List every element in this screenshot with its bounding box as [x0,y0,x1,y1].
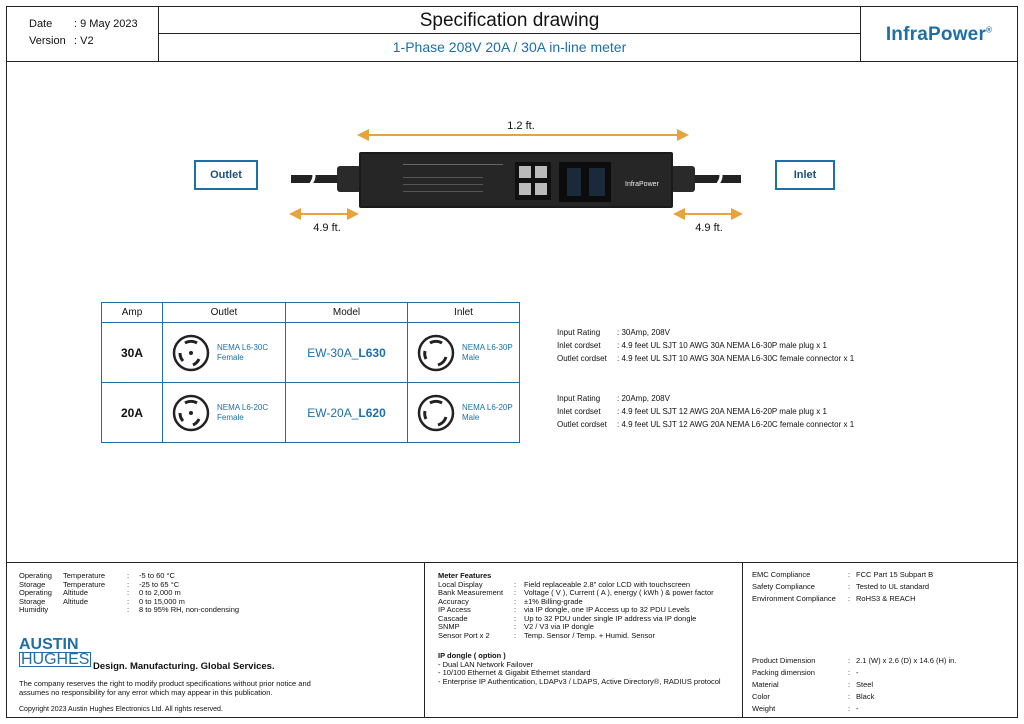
device-brand-text: InfraPower [625,181,659,188]
rating-block-30a [557,326,854,365]
brand-logo [861,7,1017,62]
rating-key: Inlet cordset [557,341,601,350]
page-subtitle: 1-Phase 208V 20A / 30A in-line meter [392,39,627,55]
inlet-gender: Male [462,412,480,422]
env-key: Altitude [63,596,89,606]
table-header: Inlet [408,303,520,323]
logo-hughes: HUGHES [21,651,90,668]
brand-infra: Infra [885,23,929,45]
copyright: Copyright 2023 Austin Hughes Electronics Ltd. All rights reserved. [19,706,223,713]
outlet-cord-length: 4.9 ft. [313,222,341,234]
title-block [159,7,861,62]
physical-value: 2.1 (W) x 2.6 (D) x 14.6 (H) in. [856,656,957,665]
outlet-gender: Female [217,412,244,422]
product-drawing [7,62,1017,562]
outlet-type: NEMA L6-30C [217,342,269,352]
table-header: Outlet [163,303,286,323]
compliance-block: EMC Compliance : FCC Part 15 Subpart B Safety Compliance : Tested to UL standard Environment Compliance : RoHS3 & REACH Product Dimension : 2.1 (W) x 2.6 (D) x 14.6 (H) in. Packing dimension : - Material : Steel Color : Black Weight : - [752,570,957,713]
physical-key: Packing dimension [752,668,815,677]
drawing-frame [6,6,1018,718]
ip-dongle-title: IP dongle ( option ) [438,651,506,660]
outlet-gender: Female [217,352,244,362]
company-tagline: Design. Manufacturing. Global Services. [93,661,275,672]
compliance-value: RoHS3 & REACH [856,594,916,603]
inlet-type: NEMA L6-20P [462,402,513,412]
rating-value: : 30Amp, 208V [617,328,670,337]
nema-male-plug-icon [416,333,456,373]
logo-austin: AUSTIN [19,636,79,653]
env-key: Storage [19,579,46,589]
rating-value: : 4.9 feet UL SJT 12 AWG 20A NEMA L6-20P male plug x 1 [617,407,827,416]
dongle-item: - Enterprise IP Authentication, LDAPv3 / LDAPS, Active Directory®, RADIUS protocol [438,676,721,686]
model-suffix: L630 [358,345,386,360]
env-value: -25 to 65 °C [139,579,180,589]
page-title: Specification drawing [159,7,860,34]
env-key: Operating [19,588,52,597]
rating-key: Outlet cordset [557,420,607,429]
model-suffix: L620 [358,405,386,420]
compliance-key: Environment Compliance [752,594,836,603]
rating-value: : 4.9 feet UL SJT 12 AWG 20A NEMA L6-20C female connector x 1 [617,420,855,429]
physical-value: Black [856,692,875,701]
environment-block: Operating Temperature : -5 to 60 °C Storage Temperature : -25 to 65 °C Operating Altitude : 0 to 2,000 m Storage Altitude : 0 to 15,000 m Humidity : 8 to 95% RH, non-condensing AUSTIN HUGHES Design. Manufacturing. Global Services. The company reserves the right to modify product specifications without prior notice and assumes no responsibility for any error which may appear in this publication. Copyright 2023 Austin Hughes Electronics Ltd. All rights reserved. [7,563,425,718]
model-prefix: EW-30A_ [307,345,359,360]
physical-value: - [856,704,859,713]
compliance-key: Safety Compliance [752,582,815,591]
inlet-cord-length: 4.9 ft. [695,222,723,234]
feature-key: IP Access [438,605,471,614]
feature-key: Accuracy [438,596,469,606]
feature-key: Sensor Port x 2 [438,630,490,640]
amp-cell: 20A [102,383,163,443]
table-row [102,383,520,443]
compliance-value: FCC Part 15 Subpart B [856,570,934,579]
dongle-item: - Dual LAN Network Failover [438,659,534,669]
env-key: Humidity [19,605,49,614]
date-value: : 9 May 2023 [74,18,138,30]
physical-value: Steel [856,680,874,689]
inlet-gender: Male [462,352,480,362]
amp-cell: 30A [102,323,163,383]
version-value: : V2 [74,35,94,47]
table-header: Amp [102,303,163,323]
physical-key: Material [752,680,779,689]
feature-value: V2 / V3 via IP dongle [524,622,594,631]
rating-key: Outlet cordset [557,354,607,363]
model-prefix: EW-20A_ [307,405,359,420]
model-table [101,302,520,443]
austin-hughes-logo [19,637,91,667]
nema-female-plug-icon [171,333,211,373]
physical-key: Color [752,692,770,701]
feature-key: Local Display [438,579,483,589]
meter-features-block: Meter Features Local Display : Field replaceable 2.8" color LCD with touchscreen Bank Measurement : Voltage ( V ), Current ( A ), energy ( kWh ) & power factor Accuracy : ±1% Billing-grade IP Access : via IP dongle, one IP Access up to 32 PDU Levels Cascade : Up to 32 PDU under single IP address via IP dongle SNMP : V2 / V3 via IP dongle Sensor Port x 2 : Temp. Sensor / Temp. + Humid. Sensor IP dongle ( option ) - Dual LAN Network Failover - 10/100 Ethernet & Gigabit Ethernet standard - Enterprise IP Authentication, LDAPv3 / LDAPS, Active Directory®, RADIUS protocol [425,563,743,718]
date-label: Date [29,18,53,30]
brand-power: Power [928,23,987,45]
env-value: 0 to 15,000 m [139,596,185,606]
rating-key: Input Rating [557,394,601,403]
env-key [63,606,127,615]
nema-male-plug-icon [416,393,456,433]
nema-female-plug-icon [171,393,211,433]
feature-key: SNMP [438,622,460,631]
physical-key: Product Dimension [752,656,816,665]
rating-value: : 20Amp, 208V [617,394,670,403]
model-cell [286,323,408,383]
meter-length: 1.2 ft. [507,120,535,132]
outlet-type: NEMA L6-20C [217,402,269,412]
model-cell [286,383,408,443]
meter-illustration [7,62,1017,252]
env-value: -5 to 60 °C [139,571,175,580]
feature-value: Voltage ( V ), Current ( A ), energy ( kWh ) & power factor [524,588,714,597]
footer-specs [7,562,1017,717]
disclaimer: The company reserves the right to modify product specifications without prior notice and assumes no responsibility for any error which may appear in this publication. [19,679,311,697]
rating-block-20a [557,392,854,431]
header [7,7,1017,62]
table-header: Model [286,303,408,323]
rating-key: Input Rating [557,328,601,337]
rating-value: : 4.9 feet UL SJT 10 AWG 30A NEMA L6-30C female connector x 1 [617,354,855,363]
compliance-key: EMC Compliance [752,570,811,579]
env-key: Altitude [63,588,89,597]
physical-key: Weight [752,704,776,713]
table-row [102,323,520,383]
env-key: Temperature [63,579,106,589]
feature-value: Temp. Sensor / Temp. + Humid. Sensor [524,630,655,640]
feature-key: Bank Measurement [438,588,504,597]
version-label: Version [29,35,66,47]
env-value: 8 to 95% RH, non-condensing [139,605,240,614]
rating-key: Inlet cordset [557,407,601,416]
outlet-label: Outlet [194,160,258,190]
env-key: Operating [19,571,52,580]
env-key: Temperature [63,571,106,580]
meter-features-title: Meter Features [438,571,492,580]
inlet-type: NEMA L6-30P [462,342,513,352]
inlet-label: Inlet [775,160,835,190]
date-version-block [7,7,159,62]
env-key: Storage [19,596,46,606]
feature-key: Cascade [438,613,468,623]
feature-value: Field replaceable 2.8" color LCD with touchscreen [524,579,691,589]
physical-value: - [856,668,859,677]
feature-value: via IP dongle, one IP Access up to 32 PDU Levels [524,605,690,614]
env-value: 0 to 2,000 m [139,588,181,597]
feature-value: ±1% Billing-grade [524,596,583,606]
feature-value: Up to 32 PDU under single IP address via IP dongle [524,613,697,623]
dongle-item: - 10/100 Ethernet & Gigabit Ethernet standard [438,668,591,677]
rating-value: : 4.9 feet UL SJT 10 AWG 30A NEMA L6-30P male plug x 1 [617,341,827,350]
registered-icon: ® [986,25,993,35]
compliance-value: Tested to UL standard [856,582,930,591]
